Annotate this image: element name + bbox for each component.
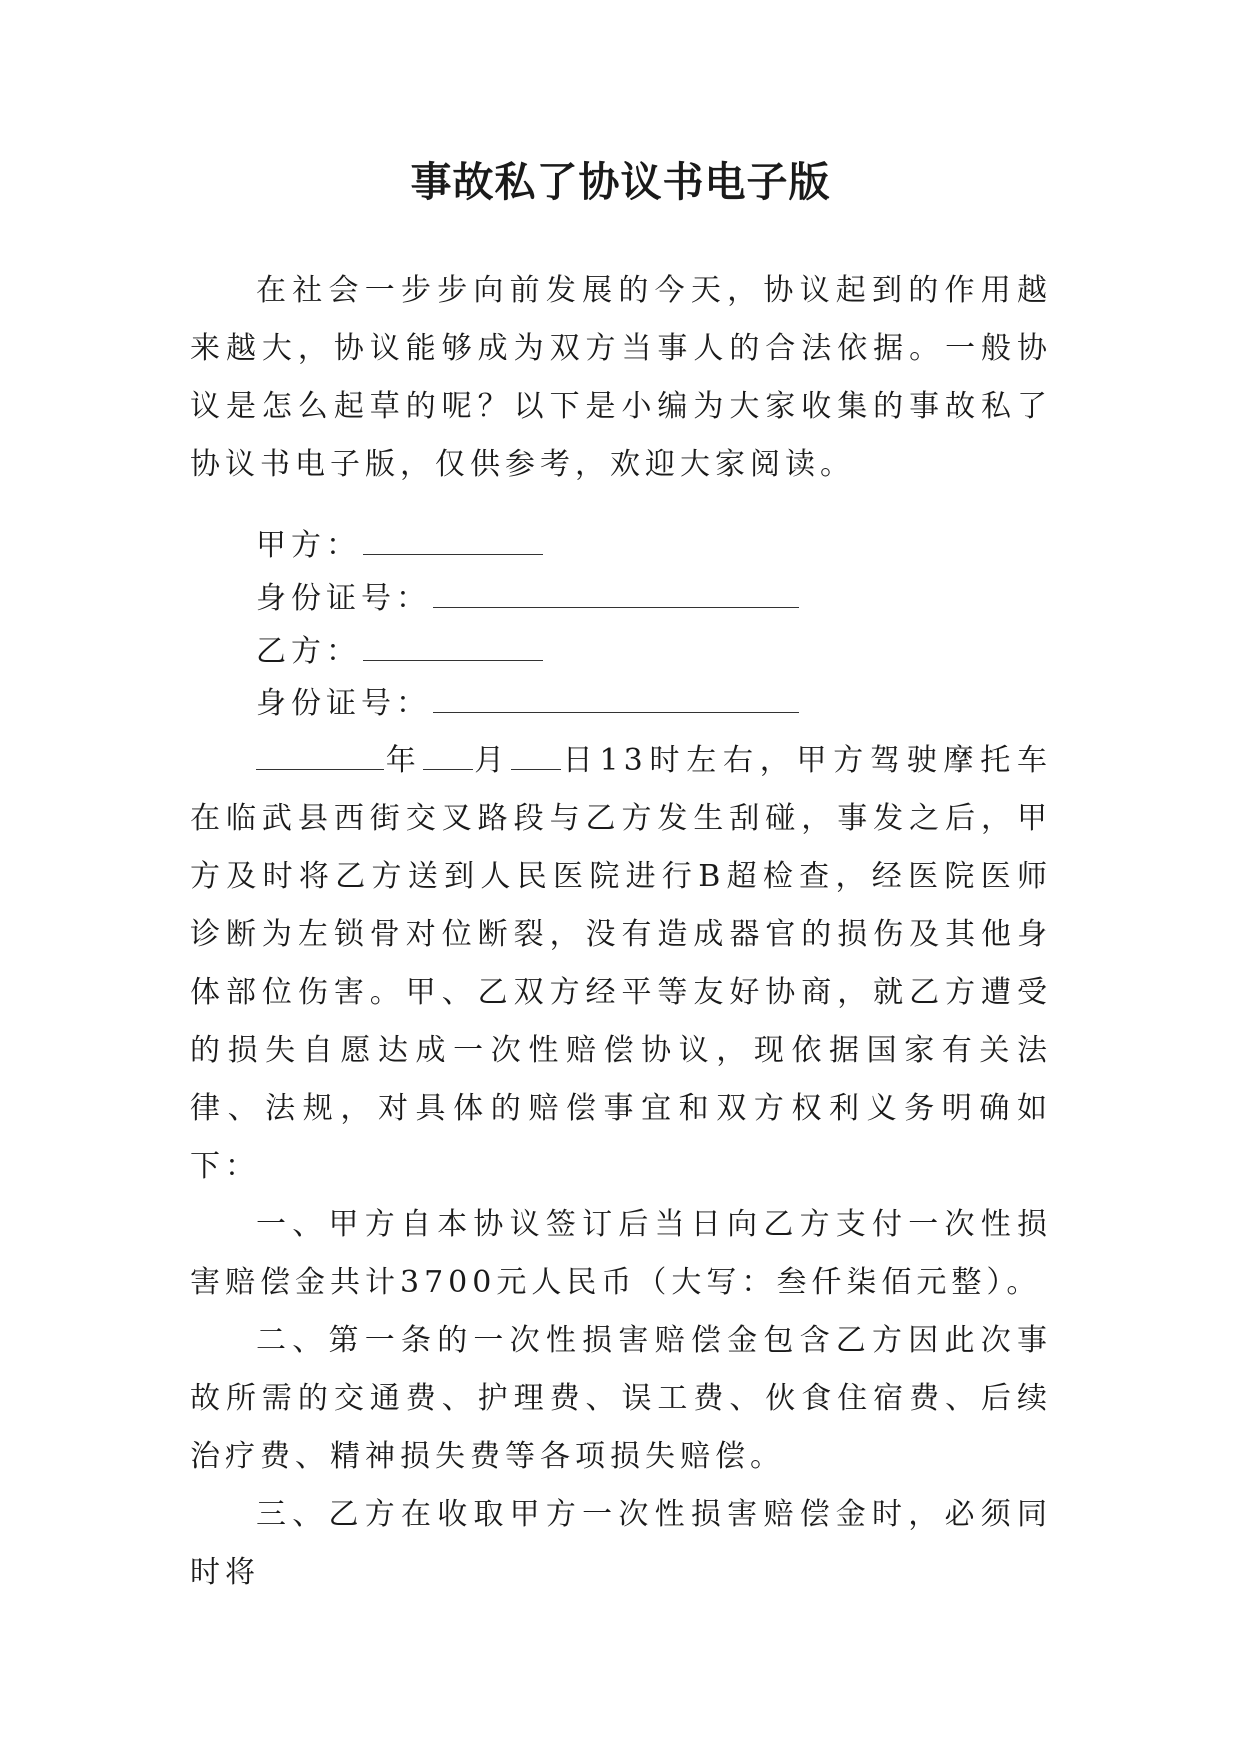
party-a-label: 甲方： [256, 528, 361, 563]
party-b-blank [363, 634, 543, 661]
agreement-body [190, 732, 1052, 1602]
party-a-field [256, 524, 543, 568]
intro-section [190, 262, 1052, 494]
id-a-blank [433, 581, 799, 608]
month-label: 月 [472, 743, 512, 778]
document-title: 事故私了协议书电子版 [410, 158, 831, 206]
id-b-blank [433, 686, 799, 713]
id-b-label: 身份证号： [256, 686, 431, 721]
incident-text: 13时左右，甲方驾驶摩托车在临武县西街交叉路段与乙方发生刮碰，事发之后，甲方及时将乙方送到人民医院进行B超检查，经医院医师诊断为左锁骨对位断裂，没有造成器官的损伤及其他身体部位伤害。甲、乙双方经平等友好协商，就乙方遭受的损失自愿达成一次性赔偿协议，现依据国家有关法律、法规，对具体的赔偿事宜和双方权利义务明确如下： [190, 743, 1053, 1184]
party-b-label: 乙方： [256, 634, 361, 669]
party-b-field [256, 630, 543, 674]
id-a-field [256, 577, 799, 621]
month-blank [423, 743, 473, 770]
year-blank [256, 743, 384, 770]
day-blank [511, 743, 561, 770]
clause-1: 一、甲方自本协议签订后当日向乙方支付一次性损害赔偿金共计3700元人民币（大写：叁仟柒佰元整）。 [190, 1207, 1052, 1300]
id-a-label: 身份证号： [256, 581, 431, 616]
day-label: 日 [561, 743, 600, 778]
id-b-field [256, 682, 799, 726]
party-a-blank [363, 528, 543, 555]
year-label: 年 [384, 743, 423, 778]
incident-paragraph [190, 732, 1052, 1196]
clause-3: 三、乙方在收取甲方一次性损害赔偿金时，必须同时将 [190, 1497, 1052, 1590]
intro-paragraph: 在社会一步步向前发展的今天，协议起到的作用越来越大，协议能够成为双方当事人的合法依据。一般协议是怎么起草的呢？以下是小编为大家收集的事故私了协议书电子版，仅供参考，欢迎大家阅读。 [190, 273, 1052, 482]
clause-2: 二、第一条的一次性损害赔偿金包含乙方因此次事故所需的交通费、护理费、误工费、伙食住宿费、后续治疗费、精神损失费等各项损失赔偿。 [190, 1323, 1052, 1474]
